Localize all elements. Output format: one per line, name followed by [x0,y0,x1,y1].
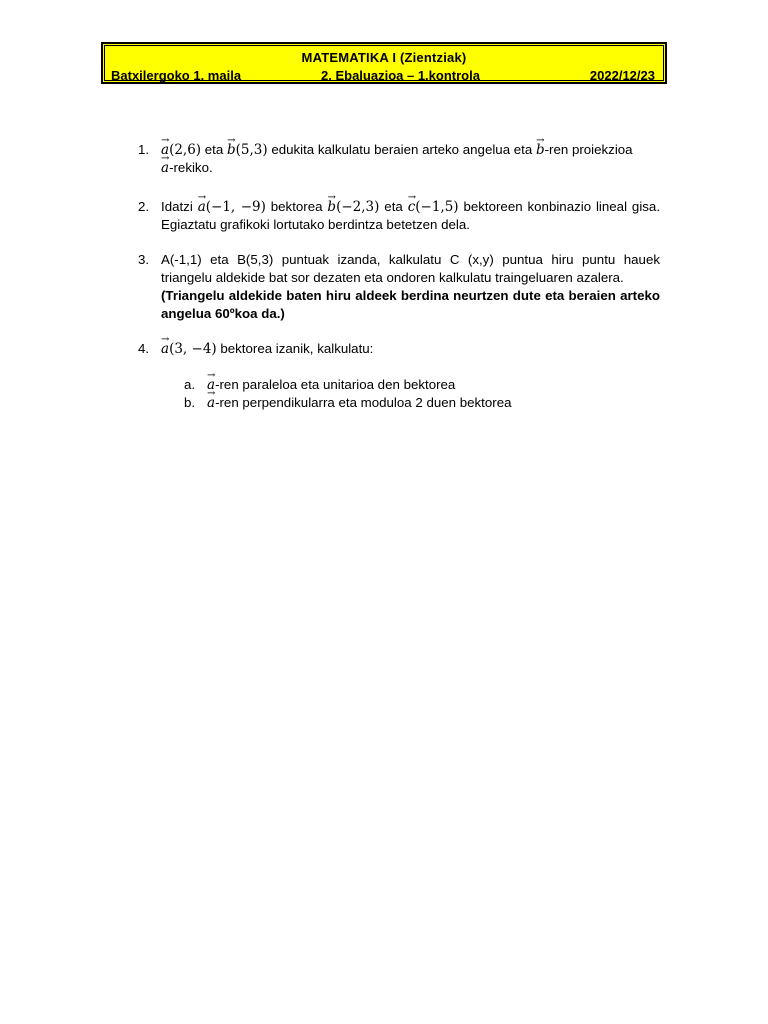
sub-question-text [207,376,455,394]
vector-c-coords: (−1,5) [415,199,459,215]
text-segment: -ren perpendikularra eta moduloa 2 duen bektorea [215,395,512,410]
question-text [161,251,660,323]
vector-b-coords: (−2,3) [336,199,380,215]
vector-a-coords: (3, −4) [169,341,217,357]
question-text [161,198,660,234]
vector-a: → a [161,340,169,358]
text-segment: bektoreen konbinazio lineal gisa. Egiaztatu grafikoki lortutako berdintza betetzen dela. [161,199,661,232]
text-segment: -rekiko. [169,160,213,175]
header-inner-border [104,45,664,81]
text-segment: eta [201,142,227,157]
vector-c: → c [408,198,416,216]
vector-a: → a [207,376,215,394]
vector-b: → b [227,141,236,159]
sub-question-label: a. [184,377,196,392]
vector-b: → b [536,141,545,159]
text-segment: -ren paraleloa eta unitarioa den bektorea [215,377,456,392]
vector-a: → a [198,198,206,216]
exam-header [101,42,667,84]
text-segment: edukita kalkulatu beraien arteko angelua eta [267,142,536,157]
vector-a-coords: (2,6) [169,142,202,158]
question-number: 3. [138,252,150,267]
question-number: 4. [138,341,150,356]
question-number: 2. [138,199,150,214]
question-number: 1. [138,142,150,157]
question-text [161,141,660,177]
text-segment: eta [379,199,408,214]
exam-date: 2022/12/23 [589,68,655,83]
text-segment: bektorea [265,199,328,214]
text-segment: -ren proiekzioa [544,142,633,157]
vector-a-coords: (−1, −9) [205,199,266,215]
text-segment: A(-1,1) eta B(5,3) puntuak izanda, kalkulatu C (x,y) puntua hiru puntu hauek triangelu aldekide bat sor dezaten eta ondoren kalkulatu traingeluaren azalera. [161,252,660,285]
exam-name: 2. Ebaluazioa – 1.kontrola [321,68,480,83]
sub-question-text [207,394,511,412]
vector-b-coords: (5,3) [235,142,268,158]
sub-question-label: b. [184,395,196,410]
vector-a: → a [161,141,169,159]
text-segment: bektorea izanik, kalkulatu: [216,341,374,356]
text-segment: Idatzi [161,199,198,214]
question-hint: (Triangelu aldekide baten hiru aldeek berdina neurtzen dute eta beraien arteko angelua 60ºkoa da.) [161,288,660,321]
course-level: Batxilergoko 1. maila [111,68,242,83]
question-text [161,340,660,358]
vector-b: → b [327,198,336,216]
course-title: MATEMATIKA I (Zientziak) [301,50,467,65]
vector-a: → a [207,394,215,412]
vector-a: → a [161,159,169,177]
